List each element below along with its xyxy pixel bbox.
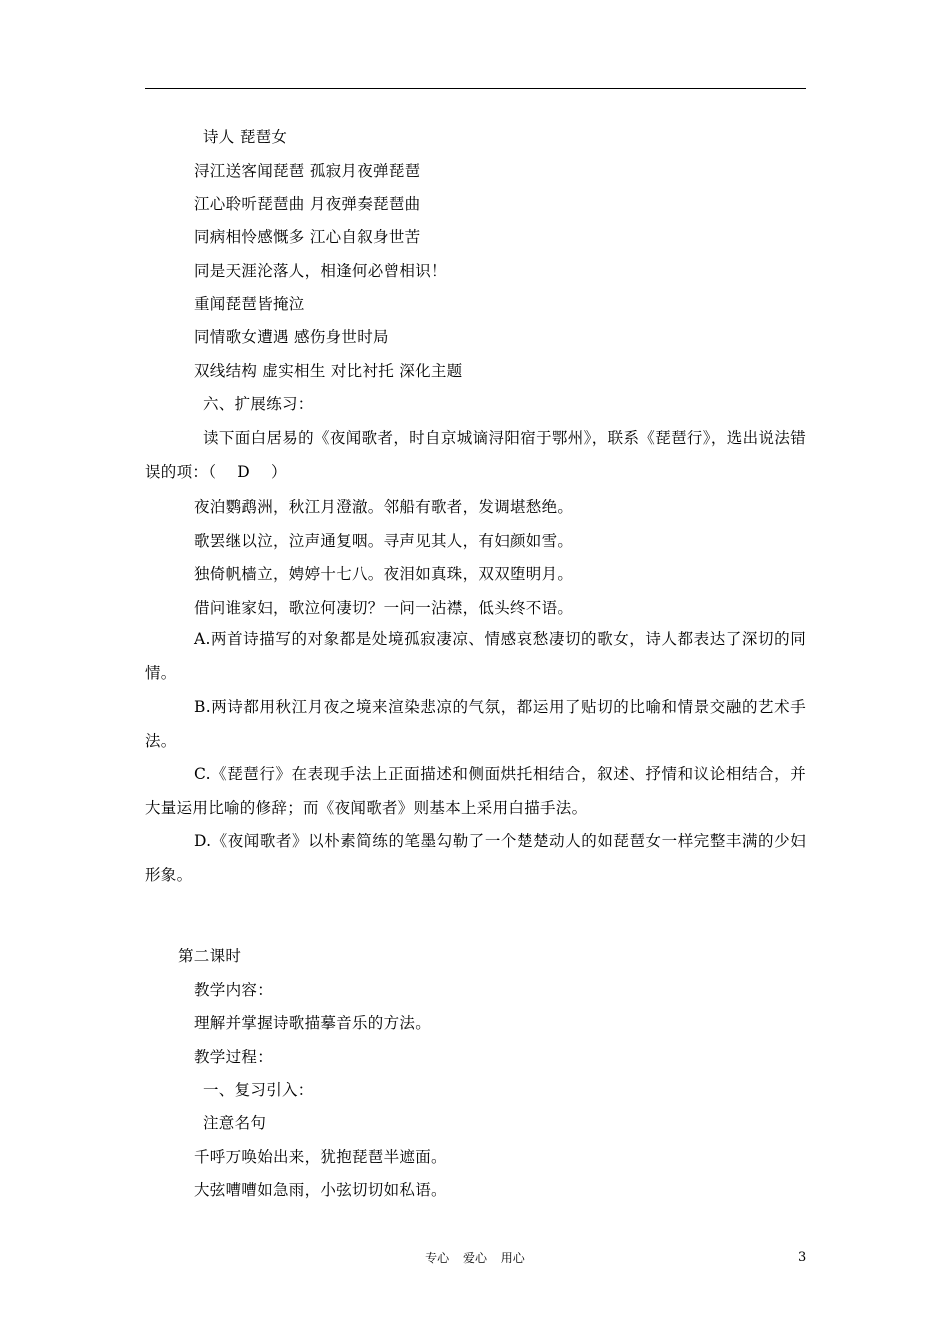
- poem-line: 独倚帆樯立，娉婷十七八。夜泪如真珠，双双堕明月。: [194, 565, 574, 583]
- section-heading: 六、扩展练习：: [203, 395, 314, 413]
- text-line: 同情歌女遭遇 感伤身世时局: [194, 328, 389, 346]
- section-heading: 一、复习引入：: [203, 1081, 314, 1099]
- footer-motto: 专心 爱心 用心: [425, 1251, 525, 1265]
- option-d: D.《夜闻歌者》以朴素简练的笔墨勾勒了一个楚楚动人的如琵琶女一样完整丰满的少妇形象。: [145, 832, 806, 884]
- poem-line: 歌罢继以泣，泣声通复咽。寻声见其人，有妇颜如雪。: [194, 532, 574, 550]
- quote-line: 千呼万唤始出来，犹抱琵琶半遮面。: [194, 1148, 447, 1166]
- text-line: 双线结构 虚实相生 对比衬托 深化主题: [194, 362, 463, 380]
- text-line: 理解并掌握诗歌描摹音乐的方法。: [194, 1014, 432, 1032]
- text-line: 教学内容：: [194, 981, 274, 999]
- poem-line: 借问谁家妇，歌泣何凄切？一问一沾襟，低头终不语。: [194, 599, 574, 617]
- page-number: 3: [798, 1250, 807, 1265]
- header-rule: [145, 88, 806, 89]
- text-line: 江心聆听琵琶曲 月夜弹奏琵琶曲: [194, 195, 421, 213]
- text-line: 同病相怜感慨多 江心自叙身世苦: [194, 228, 421, 246]
- quote-line: 大弦嘈嘈如急雨，小弦切切如私语。: [194, 1181, 447, 1199]
- text-line: 浔江送客闻琵琶 孤寂月夜弹琵琶: [194, 162, 421, 180]
- text-line: 教学过程：: [194, 1048, 274, 1066]
- poem-line: 夜泊鹦鹉洲，秋江月澄澈。邻船有歌者，发调堪愁绝。: [194, 498, 574, 516]
- text-line: 注意名句: [203, 1114, 267, 1132]
- lesson-title: 第二课时: [178, 947, 242, 965]
- text-line: 同是天涯沦落人，相逢何必曾相识！: [194, 262, 447, 280]
- question-paragraph: 读下面白居易的《夜闻歌者，时自京城谪浔阳宿于鄂州》，联系《琵琶行》，选出说法错误的项：（ D ）: [145, 429, 806, 481]
- option-a: A.两首诗描写的对象都是处境孤寂凄凉、情感哀愁凄切的歌女，诗人都表达了深切的同情。: [145, 630, 806, 682]
- option-b: B.两诗都用秋江月夜之境来渲染悲凉的气氛，都运用了贴切的比喻和情景交融的艺术手法。: [145, 698, 806, 750]
- option-c: C.《琵琶行》在表现手法上正面描述和侧面烘托相结合，叙述、抒情和议论相结合，并大量运用比喻的修辞；而《夜闻歌者》则基本上采用白描手法。: [145, 765, 806, 817]
- text-line: 重闻琵琶皆掩泣: [194, 295, 305, 313]
- text-line: 诗人 琵琶女: [203, 128, 288, 146]
